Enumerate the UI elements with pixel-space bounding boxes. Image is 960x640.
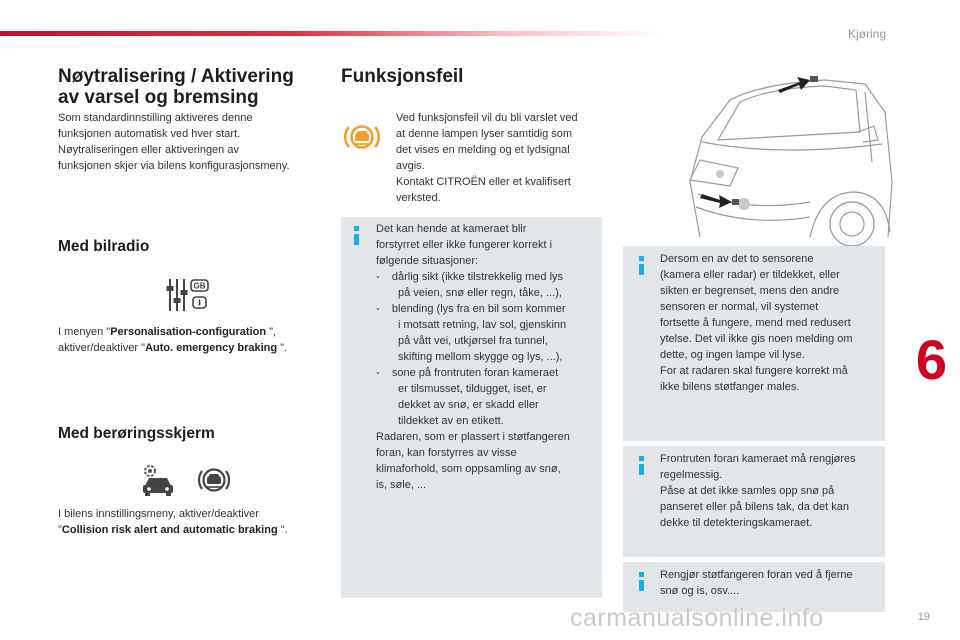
info-icon [638, 456, 644, 475]
text: ". [280, 342, 288, 354]
text: I bilens innstillingsmeny, aktiver/deaktiver [58, 508, 259, 520]
section-label: Kjøring [847, 27, 886, 41]
page-number: 19 [917, 611, 930, 623]
touchscreen-heading: Med berøringsskjerm [58, 425, 215, 442]
left-title [58, 66, 328, 108]
note-line: ytelse. Det vil ikke gis noen melding om [660, 333, 853, 345]
note-line: - dårlig sikt (ikke tilstrekkelig med lys [376, 271, 564, 283]
text-line: avgis. [396, 160, 425, 172]
chapter-tab [903, 328, 960, 392]
note-line: klimaforhold, som oppsamling av snø, [376, 463, 561, 475]
setting-name: Collision risk alert and automatic braking [61, 524, 278, 536]
left-intro [58, 110, 328, 174]
note-line: i motsatt retning, lav sol, gjenskinn [398, 319, 567, 331]
note-line: Påse at det ikke samles opp snø på [660, 485, 835, 497]
radio-heading: Med bilradio [58, 238, 150, 255]
sensor-note [660, 251, 885, 395]
info-icon [638, 256, 644, 275]
note-line: Dersom en av det to sensorene [660, 253, 814, 265]
note-line: forstyrret eller ikke fungerer korrekt i [376, 239, 553, 251]
note-line: Det kan hende at kameraet blir [376, 223, 527, 235]
svg-text:GB: GB [193, 281, 206, 291]
note-line: dekket av snø, er skadd eller [398, 399, 539, 411]
text-line: Ved funksjonsfeil vil du bli varslet ved [396, 112, 578, 124]
malfunction-title: Funksjonsfeil [341, 66, 464, 87]
text-line: det vises en melding og et lydsignal [396, 144, 570, 156]
collision-warning-lamp-icon [341, 118, 383, 156]
note-line: Frontruten foran kameraet må rengjøres [660, 453, 856, 465]
text-line: Kontakt CITROËN eller et kvalifisert [396, 176, 571, 188]
note-line: dette, og ingen lampe vil lyse. [660, 349, 805, 361]
note-line: - blending (lys fra en bil som kommer [376, 303, 566, 315]
intro-line: Nøytraliseringen eller aktiveringen av [58, 144, 239, 156]
note-line: - sone på frontruten foran kameraet [376, 367, 559, 379]
note-line: tildekket av en etikett. [398, 415, 504, 427]
text: aktiver/deaktiver " [58, 342, 146, 354]
note-line: på veien, snø eller regn, tåke, ...), [398, 287, 562, 299]
camera-conditions-note [376, 221, 598, 493]
note-line: sensoren er normal, vil systemet [660, 301, 819, 313]
menu-name: Personalisation-configuration [110, 326, 267, 338]
note-line: følgende situasjoner: [376, 255, 479, 267]
text: I menyen " [58, 326, 111, 338]
note-line: er tilsmusset, tildugget, iset, er [398, 383, 547, 395]
header-accent-bar [0, 31, 660, 36]
settings-sliders-icon [164, 276, 210, 314]
note-line: ikke bilens støtfanger males. [660, 381, 800, 393]
bumper-note [660, 567, 885, 599]
note-line: panseret eller på bilens tak, da det kan [660, 501, 849, 513]
watermark: carmanualsonline.info [570, 604, 824, 632]
radio-instruction [58, 324, 333, 356]
info-icon [353, 226, 359, 245]
note-line: is, søle, ... [376, 479, 427, 491]
car-settings-icon [140, 462, 176, 498]
setting-name: Auto. emergency braking [145, 342, 278, 354]
note-line: dekke til detekteringskameraet. [660, 517, 813, 529]
note-line: sikten er begrenset, mens den andre [660, 285, 840, 297]
info-icon [638, 572, 644, 591]
note-line: (kamera eller radar) er tildekket, eller [660, 269, 840, 281]
text: ". [280, 524, 288, 536]
note-line: regelmessig. [660, 469, 723, 481]
left-title-line2: av varsel og bremsing [58, 87, 259, 108]
intro-line: funksjonen automatisk ved hver start. [58, 128, 241, 140]
malfunction-warning-text [396, 110, 611, 206]
collision-brake-icon [196, 462, 232, 498]
windshield-note [660, 451, 885, 531]
text-line: at denne lampen lyser samtidig som [396, 128, 573, 140]
text-line: verksted. [396, 192, 441, 204]
note-line: foran, kan forstyrres av visse [376, 447, 517, 459]
note-line: snø og is, osv.... [660, 585, 740, 597]
chapter-number: 6 [915, 328, 948, 391]
left-title-line1: Nøytralisering / Aktivering [58, 66, 294, 87]
touchscreen-instruction [58, 506, 348, 538]
note-line: fortsette å fungere, mend med redusert [660, 317, 851, 329]
note-line: Radaren, som er plassert i støtfangeren [376, 431, 570, 443]
intro-line: Som standardinnstilling aktiveres denne [58, 112, 253, 124]
van-front-sensors-illustration [660, 62, 900, 247]
note-line: skifting mellom skygge og lys, ...), [398, 351, 563, 363]
note-line: på vått vei, utkjørsel fra tunnel, [398, 335, 548, 347]
text: " [58, 524, 62, 536]
note-line: Rengjør støtfangeren foran ved å fjerne [660, 569, 853, 581]
intro-line: funksjonen skjer via bilens konfigurasjonsmeny. [58, 160, 290, 172]
note-line: For at radaren skal fungere korrekt må [660, 365, 848, 377]
text: ", [269, 326, 277, 338]
